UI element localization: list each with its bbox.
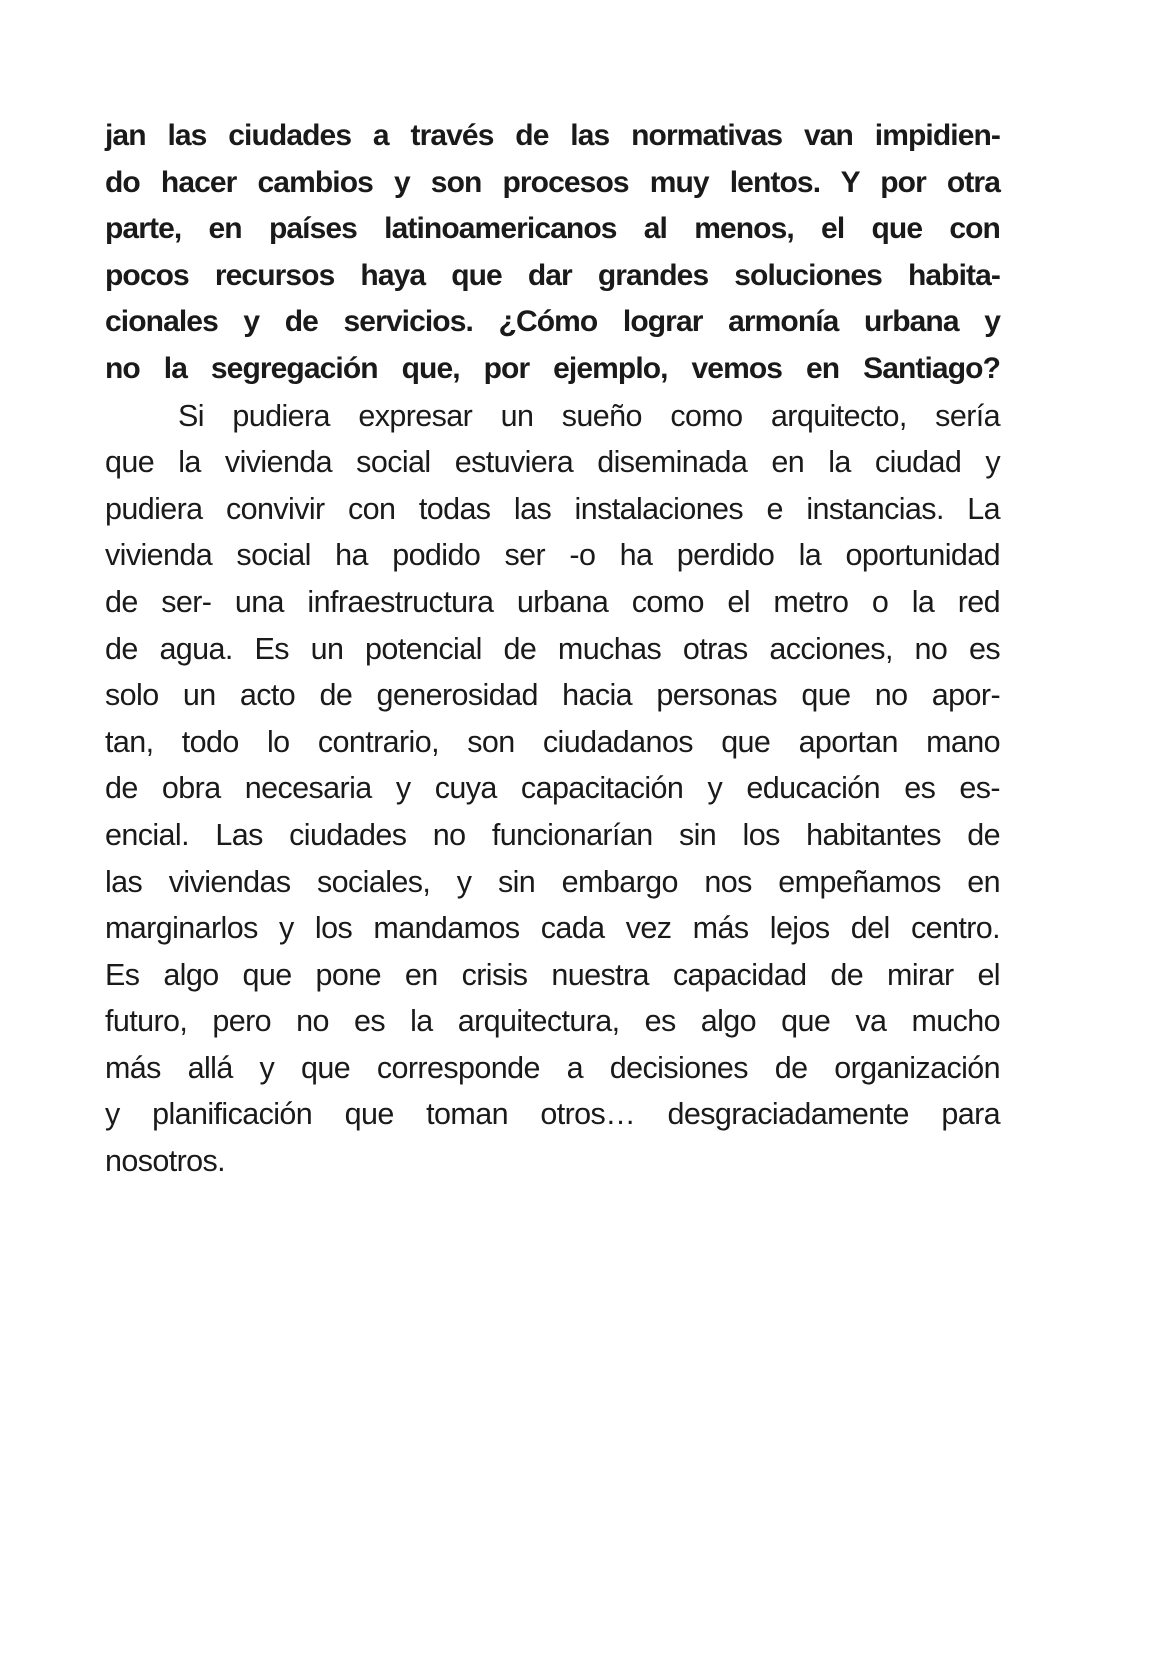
text-line: jan las ciudades a través de las normativas van impidien- [105,119,1000,152]
text-line: y planificación que toman otros… desgraciadamente para [105,1097,1000,1132]
text-line: las viviendas sociales, y sin embargo nos empeñamos en [105,864,1000,899]
text-line: Si pudiera expresar un sueño como arquitecto, sería [178,398,1000,433]
text-line: de ser- una infraestructura urbana como el metro o la red [105,584,1000,619]
answer-paragraph [105,393,1000,1185]
text-line: parte, en países latinoamericanos al menos, el que con [105,212,1000,246]
bold-question-paragraph [105,113,1000,393]
text-line: nosotros. [105,1144,226,1179]
text-line: no la segregación que, por ejemplo, vemos en Santiago? [105,351,1000,385]
text-line: marginarlos y los mandamos cada vez más lejos del centro. [105,911,1000,946]
text-line: tan, todo lo contrario, son ciudadanos que aportan mano [105,724,1000,759]
text-line: Es algo que pone en crisis nuestra capacidad de mirar el [105,957,1000,992]
text-line: encial. Las ciudades no funcionarían sin los habitantes de [105,817,1000,852]
text-line: do hacer cambios y son procesos muy lentos. Y por otra [105,165,1000,199]
text-line: más allá y que corresponde a decisiones de organización [105,1050,1000,1085]
text-line: futuro, pero no es la arquitectura, es algo que va mucho [105,1004,1000,1039]
text-line: vivienda social ha podido ser -o ha perdido la oportunidad [105,538,1000,573]
text-line: pocos recursos haya que dar grandes soluciones habita- [105,258,1000,292]
text-line: de agua. Es un potencial de muchas otras acciones, no es [105,631,1000,666]
text-line: que la vivienda social estuviera diseminada en la ciudad y [105,445,1000,480]
text-line: de obra necesaria y cuya capacitación y educación es es- [105,771,1000,806]
page-text [105,113,1000,1185]
text-line: solo un acto de generosidad hacia personas que no apor- [105,678,1000,713]
text-line: pudiera convivir con todas las instalaciones e instancias. La [105,491,1000,526]
text-line: cionales y de servicios. ¿Cómo lograr armonía urbana y [105,305,1000,339]
